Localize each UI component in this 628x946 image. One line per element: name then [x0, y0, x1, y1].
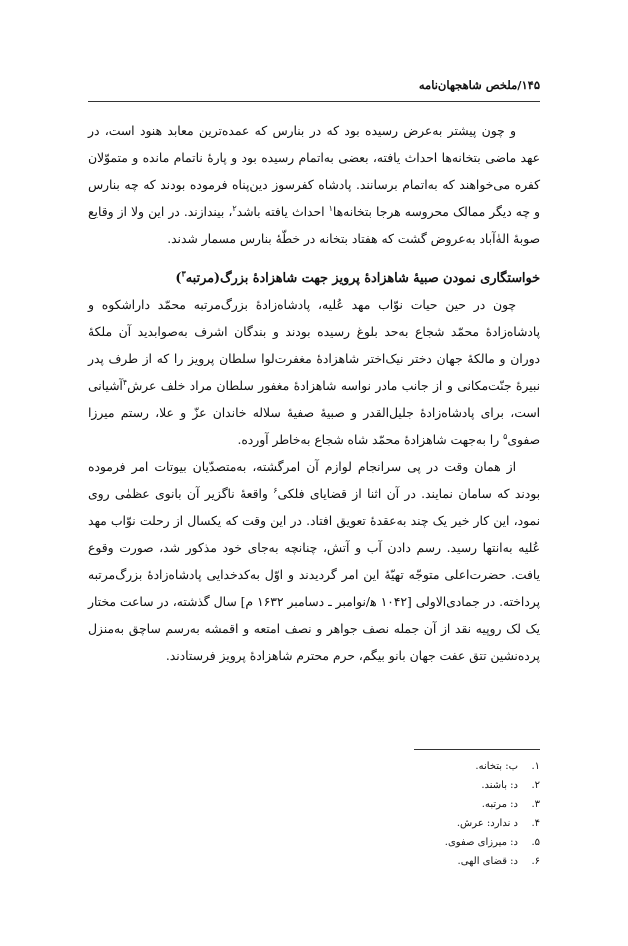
- running-header: ۱۴۵/ملخص شاهجهان‌نامه: [418, 78, 540, 92]
- main-text: [88, 118, 540, 670]
- footnote-mark-5[interactable]: ۵: [503, 431, 508, 441]
- footnote-1: ۱. ب: بتخانه.: [475, 761, 540, 772]
- footnote-mark-1[interactable]: ۱: [328, 203, 333, 213]
- footnote-mark-2[interactable]: ۲: [232, 203, 237, 213]
- paragraph-2: چون در حین حیات نوّاب مهد عُلیه، پادشاه‌زادهٔ بزرگ‌مرتبه محمّد داراشکوه و پادشاه‌زادهٔ محمّد شجاع به‌حد بلوغ رسیده بودند و بندگان اشرف به‌صوابدید آن ملکهٔ دوران و مالکهٔ جهان دختر نیک‌اختر شاهزادهٔ مغفرت‌لوا سلطان پرویز را که از طرف پدر نبیرهٔ جنّت‌مکانی و از جانب مادر نواسه شاهزادهٔ مغفور سلطان مراد خلف عرش$^۴$آشیانی است، برای پادشاه‌زادهٔ جلیل‌القدر و صبیهٔ صفیهٔ سلاله خاندان عزّ و علا، رستم میرزا صفوی$^۵$ را به‌جهت شاهزادهٔ محمّد شاه شجاع به‌خاطر آورده.: [88, 298, 540, 447]
- paragraph-3: از همان وقت در پی سرانجام لوازم آن امرگشته، به‌متصدّیان بیوتات امر فرموده بودند که سامان نمایند. در آن اثنا از قضایای فلکی$^۶$ واقعهٔ ناگزیر آن بانوی عظمٰی روی نمود، این کار خیر یک چند به‌عقدهٔ تعویق افتاد. در این وقت که یکسال از رحلت نوّاب مهد عُلیه به‌انتها رسید. رسم دادن آب و آتش، چنانچه به‌جای خود مذکور شد، صورت وقوع یافت. حضرت‌اعلی متوجّه تهیّهٔ این امر گردیدند و اوّل به‌کدخدایی پادشاه‌زادهٔ بزرگ‌مرتبه پرداخته. در جمادی‌الاولی [۱۰۴۲ ﻫ/نوامبر ـ دسامبر ۱۶۳۲ م] سال گذشته، در ساعت مختار یک لک روپیه نقد از آن جمله نصف جواهر و نصف امتعه و اقمشه به‌رسم ساچق به‌منزل پرده‌نشین تتق عفت جهان بانو بیگم، حرم محترم شاهزادهٔ پرویز فرستادند.: [88, 460, 541, 663]
- footnote-3: ۳. د: مرتبه.: [481, 799, 540, 810]
- footnote-4: ۴. د ندارد: عرش.: [456, 818, 540, 829]
- footnotes: [88, 757, 540, 871]
- header-divider: [88, 101, 540, 102]
- footnote-mark-3[interactable]: ۳: [181, 268, 186, 279]
- footnote-mark-6[interactable]: ۶: [273, 485, 278, 495]
- footnote-divider: [414, 749, 540, 750]
- footnote-6: ۶. د: قضای الهی.: [457, 856, 540, 867]
- footnote-5: ۵. د: میرزای صفوی.: [444, 837, 540, 848]
- section-heading: خواستگاری نمودن صبیهٔ شاهزادهٔ پرویز جهت شاهزادهٔ بزرگ(مرتبه$^۳$): [175, 268, 540, 286]
- paragraph-1: و چون پیشتر به‌عرض رسیده بود که در بنارس که عمده‌ترین معابد هنود است، در عهد ماضی بتخانه‌ها احداث یافته، بعضی به‌اتمام رسیده بود و پارهٔ ناتمام مانده و متموّلان کفره می‌خواهند که به‌اتمام برسانند. پادشاه کفرسوز دین‌پناه فرموده بودند که چه بنارس و چه دیگر ممالک محروسه هرجا بتخانه‌ها$^۱$ احداث یافته باشد$^۲$، بیندازند. در این ولا از وقایع صوبهٔ الهٰ‌آباد به‌عروض گشت که هفتاد بتخانه در خطّهٔ بنارس مسمار شدند.: [88, 124, 540, 246]
- footnote-2: ۲. د: باشند.: [481, 780, 540, 791]
- footnote-mark-4[interactable]: ۴: [122, 377, 128, 387]
